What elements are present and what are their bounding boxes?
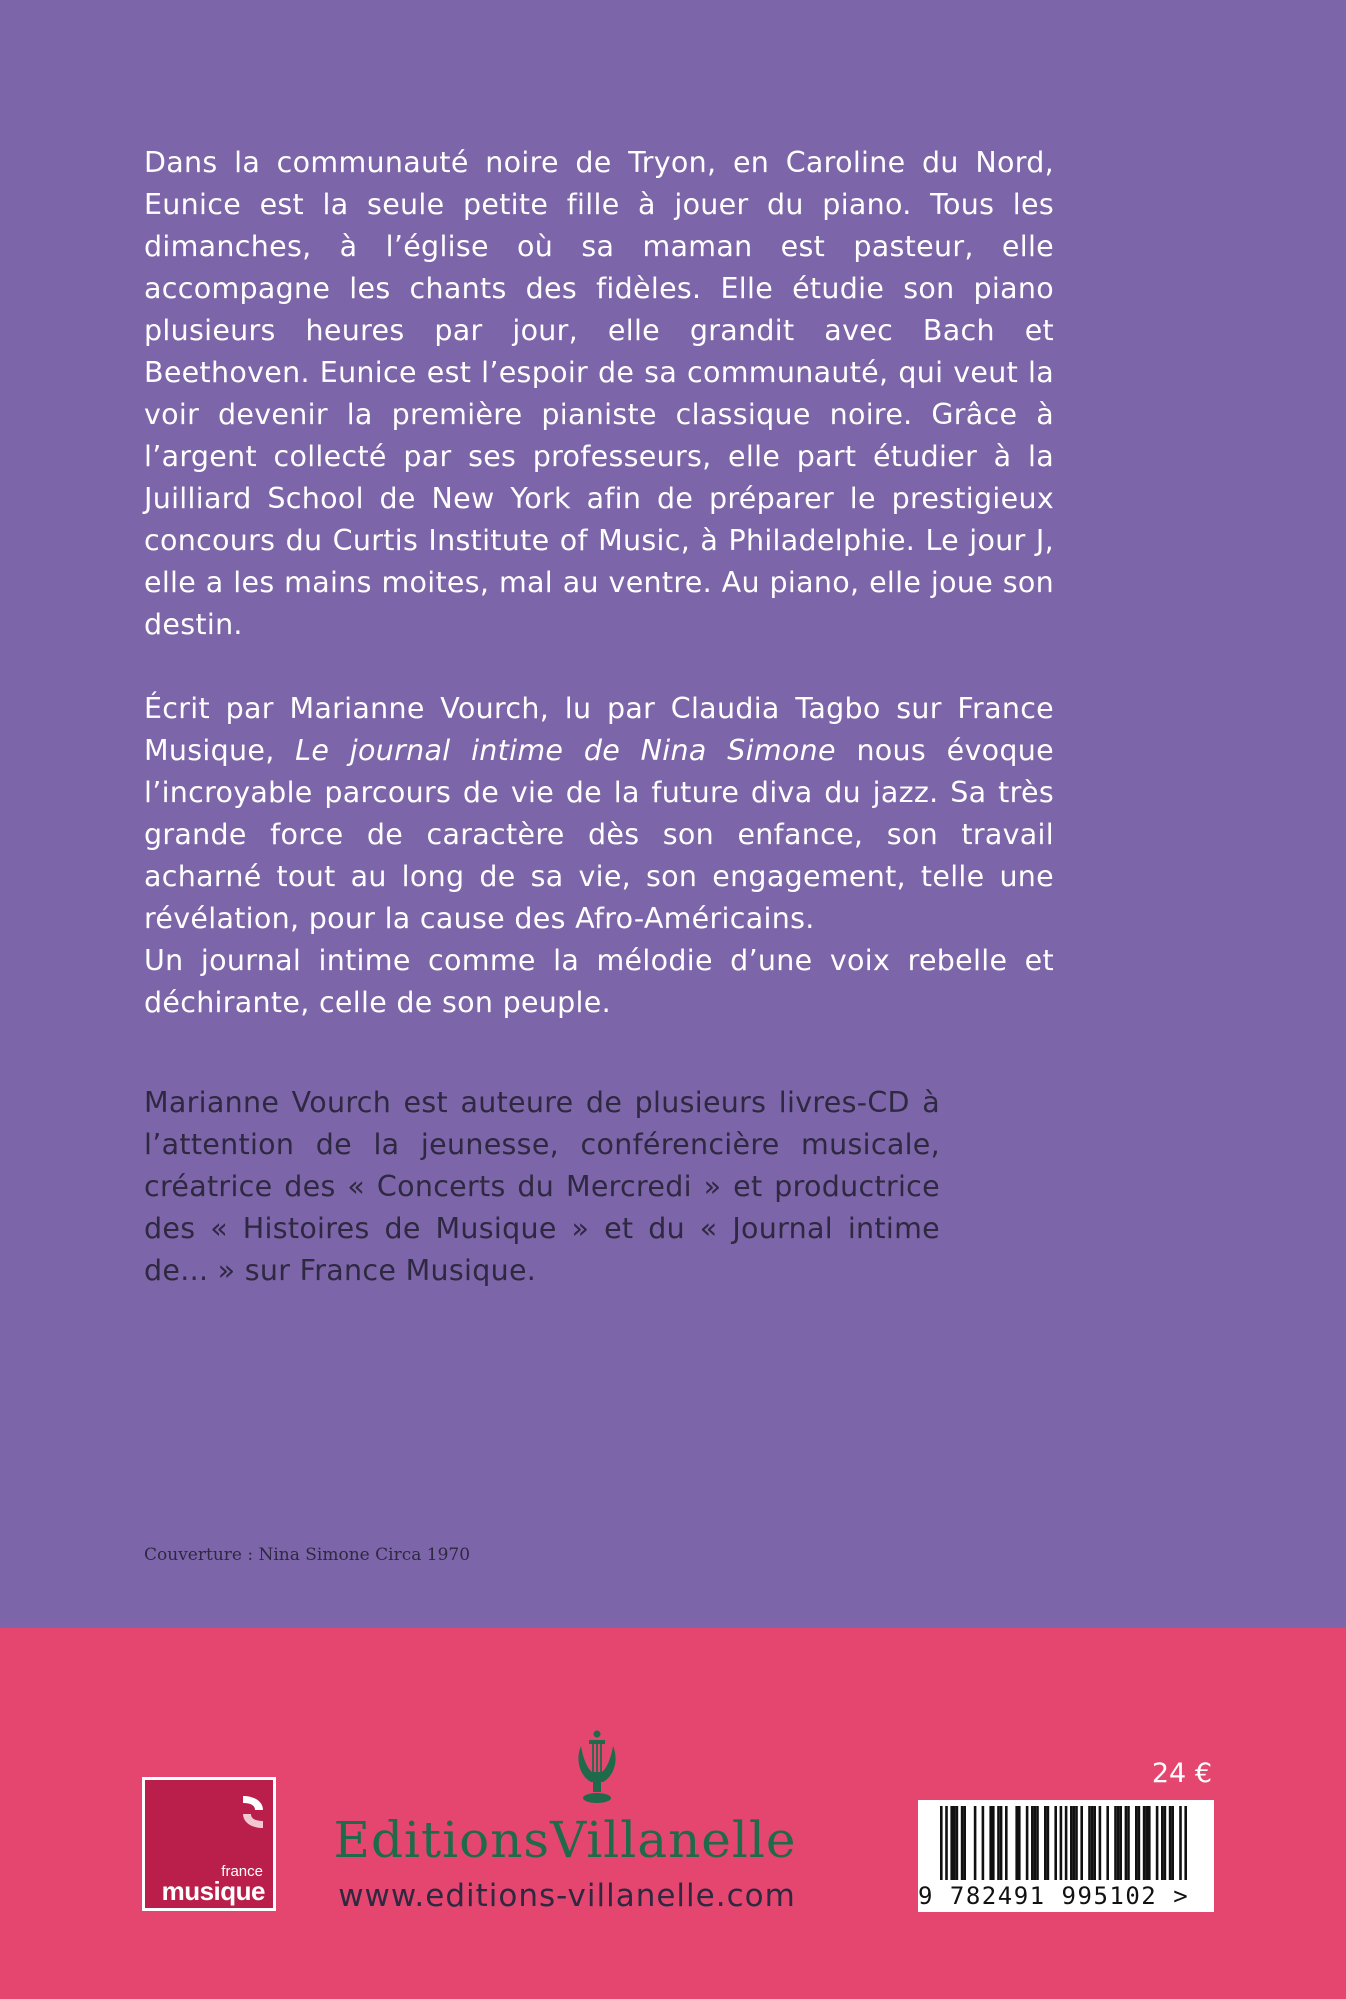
barcode-bar: [1135, 1806, 1138, 1880]
barcode-bar: [953, 1806, 956, 1880]
price-label: 24 €: [1151, 1758, 1212, 1789]
barcode-bar: [1065, 1806, 1068, 1880]
barcode-bar: [963, 1806, 966, 1880]
barcode-bar: [974, 1806, 977, 1880]
barcode-bar: [1036, 1806, 1039, 1880]
barcode-bar: [1088, 1806, 1091, 1880]
logo-text-small: france: [221, 1863, 263, 1880]
cover-credit: Couverture : Nina Simone Circa 1970: [144, 1545, 471, 1565]
barcode-bar: [1044, 1806, 1047, 1880]
isbn-digits: 9 782491 995102 >: [918, 1880, 1214, 1912]
barcode-bar: [1075, 1806, 1078, 1880]
barcode-bar: [956, 1806, 959, 1880]
barcode-bar: [1047, 1806, 1050, 1880]
barcode-bar: [982, 1806, 985, 1880]
barcode-bar: [1026, 1806, 1029, 1880]
barcode-bar: [1161, 1806, 1164, 1880]
barcode-bar: [1093, 1806, 1096, 1880]
logo-text-big: musique: [161, 1876, 265, 1906]
barcode-bar: [1054, 1806, 1057, 1880]
barcode-bar: [1117, 1806, 1120, 1880]
barcode-bar: [1031, 1806, 1034, 1880]
barcode-bar: [1156, 1806, 1159, 1880]
barcode-bar: [1073, 1806, 1076, 1880]
book-title: Le journal intime de Nina Simone: [295, 734, 836, 767]
barcode-bar: [940, 1806, 943, 1880]
isbn-barcode: [918, 1800, 1214, 1912]
barcode-bar: [1060, 1806, 1063, 1880]
barcode-bar: [1145, 1806, 1148, 1880]
barcode-bar: [1080, 1806, 1083, 1880]
barcode-bar: [1114, 1806, 1117, 1880]
barcode-bar: [950, 1806, 953, 1880]
barcode-bar: [1171, 1806, 1174, 1880]
barcode-bar: [961, 1806, 964, 1880]
barcode-bar: [1169, 1806, 1172, 1880]
france-musique-symbol-icon: [233, 1792, 273, 1832]
barcode-bar: [1005, 1806, 1008, 1880]
barcode-bar: [1015, 1806, 1018, 1880]
barcode-bar: [1119, 1806, 1122, 1880]
barcode-bar: [1164, 1806, 1167, 1880]
book-blurb: [144, 142, 1054, 1024]
blurb-paragraph: Dans la communauté noire de Tryon, en Caroline du Nord, Eunice est la seule petite fille à jouer du piano. Tous les dimanches, à l’église où sa maman est pasteur, elle accompagne les chants des fidèles. Elle étudie son piano plusieurs heures par jour, elle grandit avec Bach et Beethoven. Eunice est l’espoir de sa communauté, qui veut la voir devenir la première pianiste classique noire. Grâce à l’argent collecté par ses professeurs, elle part étudier à la Juilliard School de New York afin de préparer le prestigieux concours du Curtis Institute of Music, à Philadelphie. Le jour J, elle a les mains moites, mal au ventre. Au piano, elle joue son destin.: [144, 146, 1054, 641]
publisher-name: EditionsVillanelle: [333, 1811, 797, 1869]
barcode-bar: [1000, 1806, 1003, 1880]
barcode-bar: [1184, 1806, 1187, 1880]
barcode-bar: [989, 1806, 992, 1880]
barcode-bar: [1138, 1806, 1141, 1880]
barcode-bar: [992, 1806, 995, 1880]
barcode-bar: [1179, 1806, 1182, 1880]
barcode-bar: [1091, 1806, 1094, 1880]
barcode-bar: [1106, 1806, 1109, 1880]
author-bio: Marianne Vourch est auteure de plusieurs livres-CD à l’attention de la jeunesse, conférencière musicale, créatrice des « Concerts du Mercredi » et productrice des « Histoires de Musique » et du « Journal intime de... » sur France Musique.: [144, 1086, 940, 1287]
barcode-bar: [997, 1806, 1000, 1880]
barcode-bar: [1148, 1806, 1151, 1880]
barcode-bar: [1034, 1806, 1037, 1880]
france-musique-logo: [142, 1777, 276, 1911]
barcode-bar: [1018, 1806, 1021, 1880]
blurb-text: nous évoque l’incroyable parcours de vie de la future diva du jazz. Sa très grande force de caractère dès son enfance, son travail acharné tout au long de sa vie, son engagement, telle une révélation, pour la cause des Afro-Américains.: [144, 734, 1054, 935]
blurb-paragraph: [144, 688, 1054, 940]
publisher-url: www.editions-villanelle.com: [338, 1878, 796, 1914]
barcode-bar: [1127, 1806, 1130, 1880]
blurb-text: Écrit par Marianne Vourch, lu par Claudia Tagbo sur France Musique,: [144, 692, 1054, 767]
barcode-bar: [1070, 1806, 1073, 1880]
lyre-icon: [572, 1730, 622, 1810]
barcode-bar: [1125, 1806, 1128, 1880]
barcode-bar: [1143, 1806, 1146, 1880]
blurb-paragraph: Un journal intime comme la mélodie d’une voix rebelle et déchirante, celle de son peuple.: [144, 944, 1054, 1019]
barcode-bar: [945, 1806, 948, 1880]
barcode-bar: [1099, 1806, 1102, 1880]
